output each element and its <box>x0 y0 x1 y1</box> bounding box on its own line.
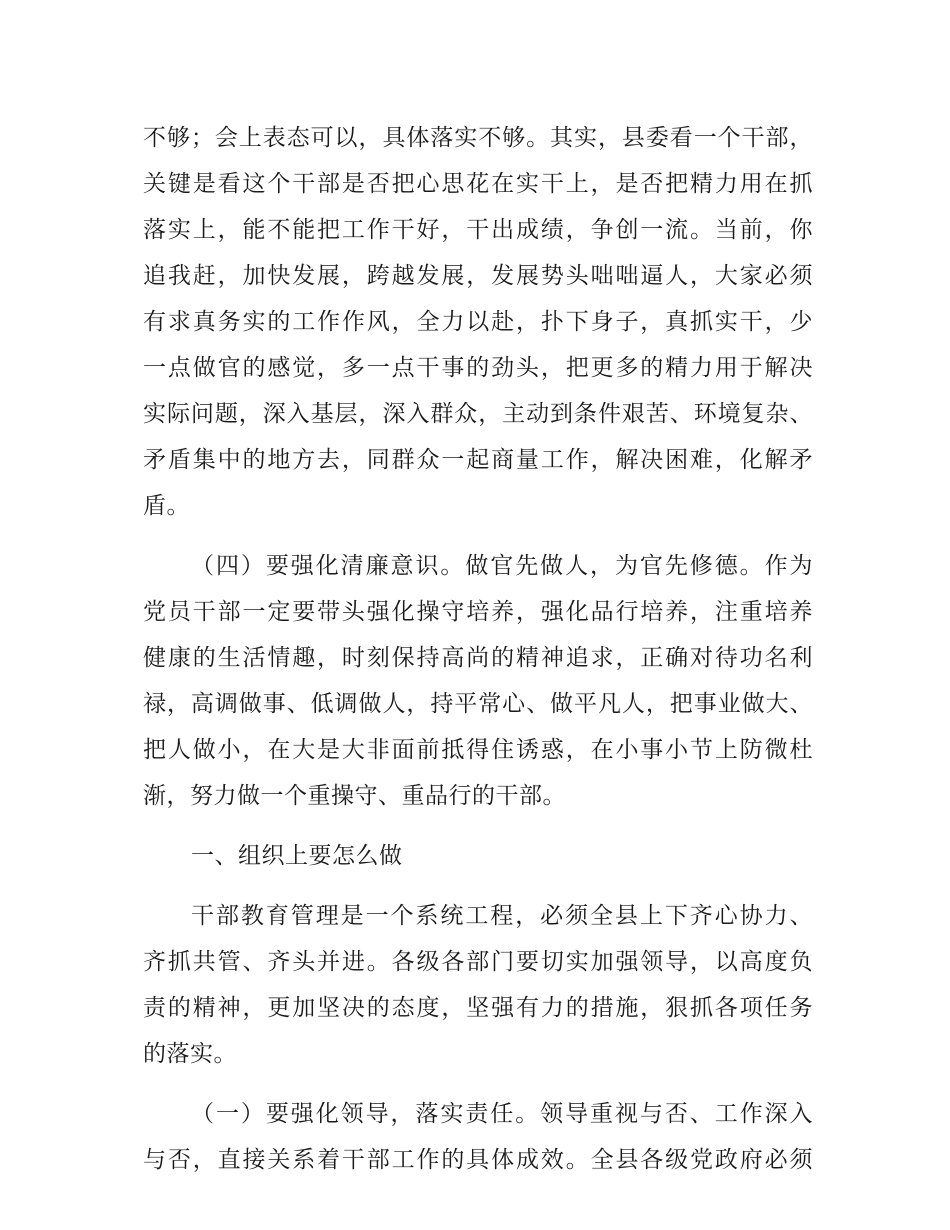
text-line: 有求真务实的工作作风，全力以赴，扑下身子，真抓实干，少 <box>143 309 813 335</box>
text-line: 健康的生活情趣，时刻保持高尚的精神追求，正确对待功名利 <box>143 645 813 671</box>
text-line: 与否，直接关系着干部工作的具体成效。全县各级党政府必须 <box>143 1147 813 1173</box>
text-line: 不够；会上表态可以，具体落实不够。其实，县委看一个干部， <box>143 125 813 151</box>
text-line: 矛盾集中的地方去，同群众一起商量工作，解决困难，化解矛 <box>143 447 813 473</box>
text-line: 渐，努力做一个重操守、重品行的干部。 <box>143 783 566 809</box>
text-line: 落实上，能不能把工作干好，干出成绩，争创一流。当前，你 <box>143 217 813 243</box>
text-line: 禄，高调做事、低调做人，持平常心、做平凡人，把事业做大、 <box>143 691 813 717</box>
heading-line: 一、组织上要怎么做 <box>191 843 403 869</box>
document-body <box>143 115 813 1197</box>
text-line: 齐抓共管、齐头并进。各级各部门要切实加强领导，以高度负 <box>143 949 813 975</box>
section-heading <box>143 833 813 879</box>
text-line: 干部教育管理是一个系统工程，必须全县上下齐心协力、 <box>191 903 813 929</box>
text-line: 党员干部一定要带头强化操守培养，强化品行培养，注重培养 <box>143 599 813 625</box>
text-line: 的落实。 <box>143 1041 237 1067</box>
text-line: 把人做小，在大是大非面前抵得住诱惑，在小事小节上防微杜 <box>143 737 813 763</box>
text-line: 盾。 <box>143 493 190 519</box>
paragraph-leadership <box>143 1091 813 1183</box>
text-line: 实际问题，深入基层，深入群众，主动到条件艰苦、环境复杂、 <box>143 401 813 427</box>
text-line: 一点做官的感觉，多一点干事的劲头，把更多的精力用于解决 <box>143 355 813 381</box>
text-line: 关键是看这个干部是否把心思花在实干上，是否把精力用在抓 <box>143 171 813 197</box>
paragraph-cadre-management <box>143 893 813 1077</box>
paragraph-integrity <box>143 543 813 819</box>
text-line: 责的精神，更加坚决的态度，坚强有力的措施，狠抓各项任务 <box>143 995 813 1021</box>
paragraph-work-style <box>143 115 813 529</box>
text-line: （四）要强化清廉意识。做官先做人，为官先修德。作为 <box>191 553 813 579</box>
text-line: 追我赶，加快发展，跨越发展，发展势头咄咄逼人，大家必须 <box>143 263 813 289</box>
text-line: （一）要强化领导，落实责任。领导重视与否、工作深入 <box>191 1101 813 1127</box>
